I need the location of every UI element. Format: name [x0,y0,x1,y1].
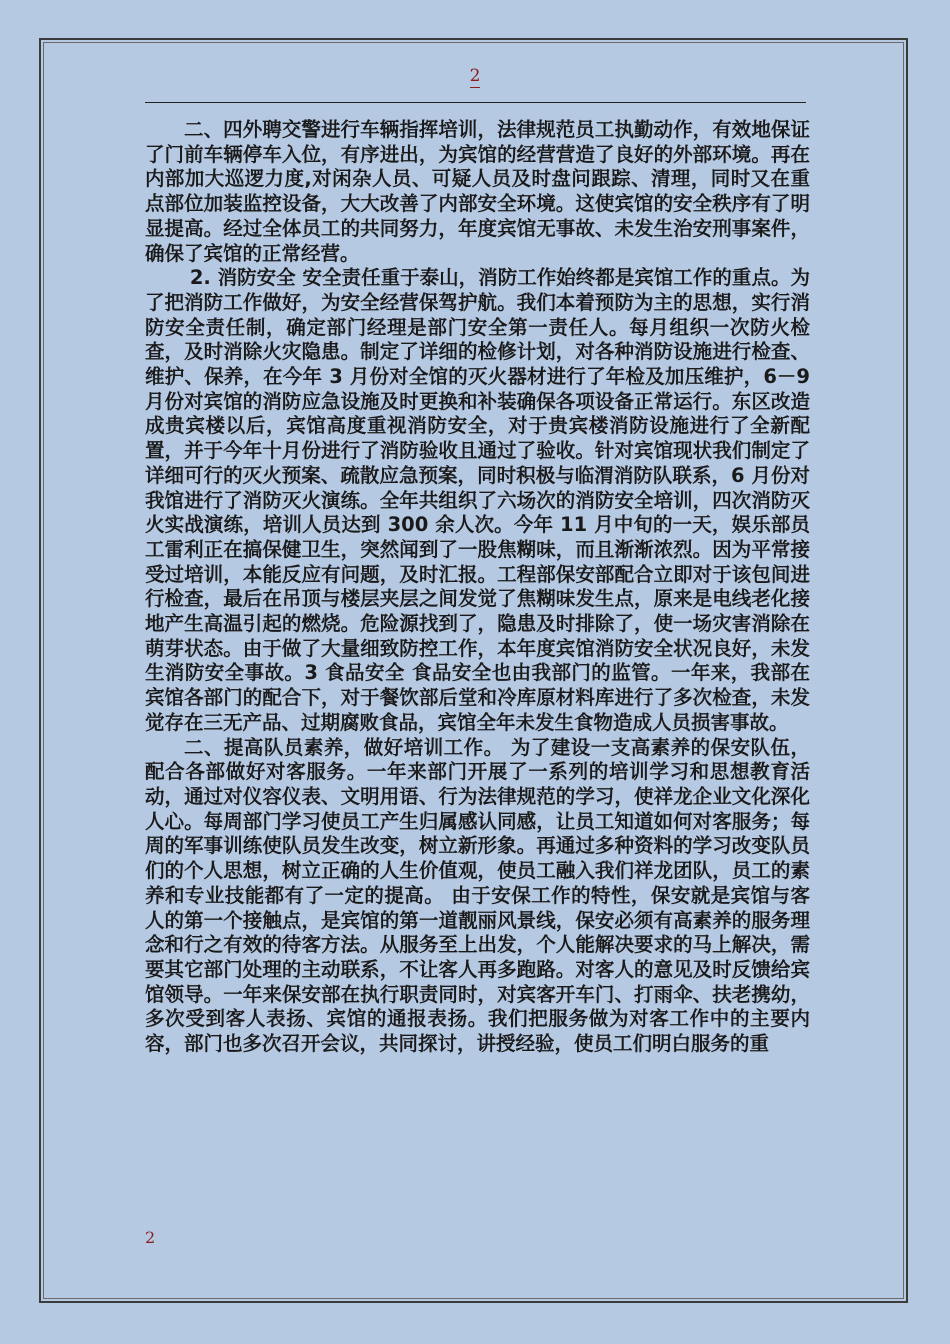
header-page-number [0,66,950,86]
header-divider [145,102,806,103]
paragraph-security-patrol: 二、四外聘交警进行车辆指挥培训，法律规范员工执勤动作，有效地保证了门前车辆停车入位，有序进出，为宾馆的经营营造了良好的外部环境。再在内部加大巡逻力度,对闲杂人员、可疑人员及时盘问跟踪、清理，同时又在重点部位加装监控设备，大大改善了内部安全环境。这使宾馆的安全秩序有了明显提高。经过全体员工的共同努力，年度宾馆无事故、未发生治安刑事案件，确保了宾馆的正常经营。 [145,118,810,265]
document-body [145,118,810,1057]
paragraph-fire-safety: 2. 消防安全 安全责任重于泰山，消防工作始终都是宾馆工作的重点。为了把消防工作做好，为安全经营保驾护航。我们本着预防为主的思想，实行消防安全责任制，确定部门经理是部门安全第一责任人。每月组织一次防火检查，及时消除火灾隐患。制定了详细的检修计划，对各种消防设施进行检查、维护、保养，在今年 3 月份对全馆的灭火器材进行了年检及加压维护，6－9 月份对宾馆的消防应急设施及时更换和补装确保各项设备正常运行。东区改造成贵宾楼以后，宾馆高度重视消防安全，对于贵宾楼消防设施进行了全新配置，并于今年十月份进行了消防验收且通过了验收。针对宾馆现状我们制定了详细可行的灭火预案、疏散应急预案，同时积极与临渭消防队联系，6 月份对我馆进行了消防灭火演练。全年共组织了六场次的消防安全培训，四次消防灭火实战演练，培训人员达到 300 余人次。今年 11 月中旬的一天，娱乐部员工雷利正在搞保健卫生，突然闻到了一股焦糊味，而且渐渐浓烈。因为平常接受过培训，本能反应有问题，及时汇报。工程部保安部配合立即对于该包间进行检查，最后在吊顶与楼层夹层之间发觉了焦糊味发生点，原来是电线老化接地产生高温引起的燃烧。危险源找到了，隐患及时排除了，使一场灾害消除在萌芽状态。由于做了大量细致防控工作，本年度宾馆消防安全状况良好，未发生消防安全事故。3 食品安全 食品安全也由我部门的监管。一年来，我部在宾馆各部门的配合下，对于餐饮部后堂和冷库原材料库进行了多次检查，未发觉存在三无产品、过期腐败食品，宾馆全年未发生食物造成人员损害事故。 [145,266,810,734]
paragraph-staff-training: 二、提高队员素养，做好培训工作。 为了建设一支高素养的保安队伍，配合各部做好对客服务。一年来部门开展了一系列的培训学习和思想教育活动，通过对仪容仪表、文明用语、行为法律规范的学习，使祥龙企业文化深化人心。每周部门学习使员工产生归属感认同感，让员工知道如何对客服务；每周的军事训练使队员发生改变，树立新形象。再通过多种资料的学习改变队员们的个人思想，树立正确的人生价值观，使员工融入我们祥龙团队，员工的素养和专业技能都有了一定的提高。 由于安保工作的特性，保安就是宾馆与客人的第一个接触点，是宾馆的第一道靓丽风景线，保安必须有高素养的服务理念和行之有效的待客方法。从服务至上出发，个人能解决要求的马上解决，需要其它部门处理的主动联系，不让客人再多跑路。对客人的意见及时反馈给宾馆领导。一年来保安部在执行职责同时，对宾客开车门、打雨伞、扶老携幼，多次受到客人表扬、宾馆的通报表扬。我们把服务做为对客工作中的主要内容，部门也多次召开会议，共同探讨，讲授经验，使员工们明白服务的重 [145,735,810,1056]
footer-page-number: 2 [145,1228,156,1247]
header-page-number-text: 2 [469,66,481,86]
